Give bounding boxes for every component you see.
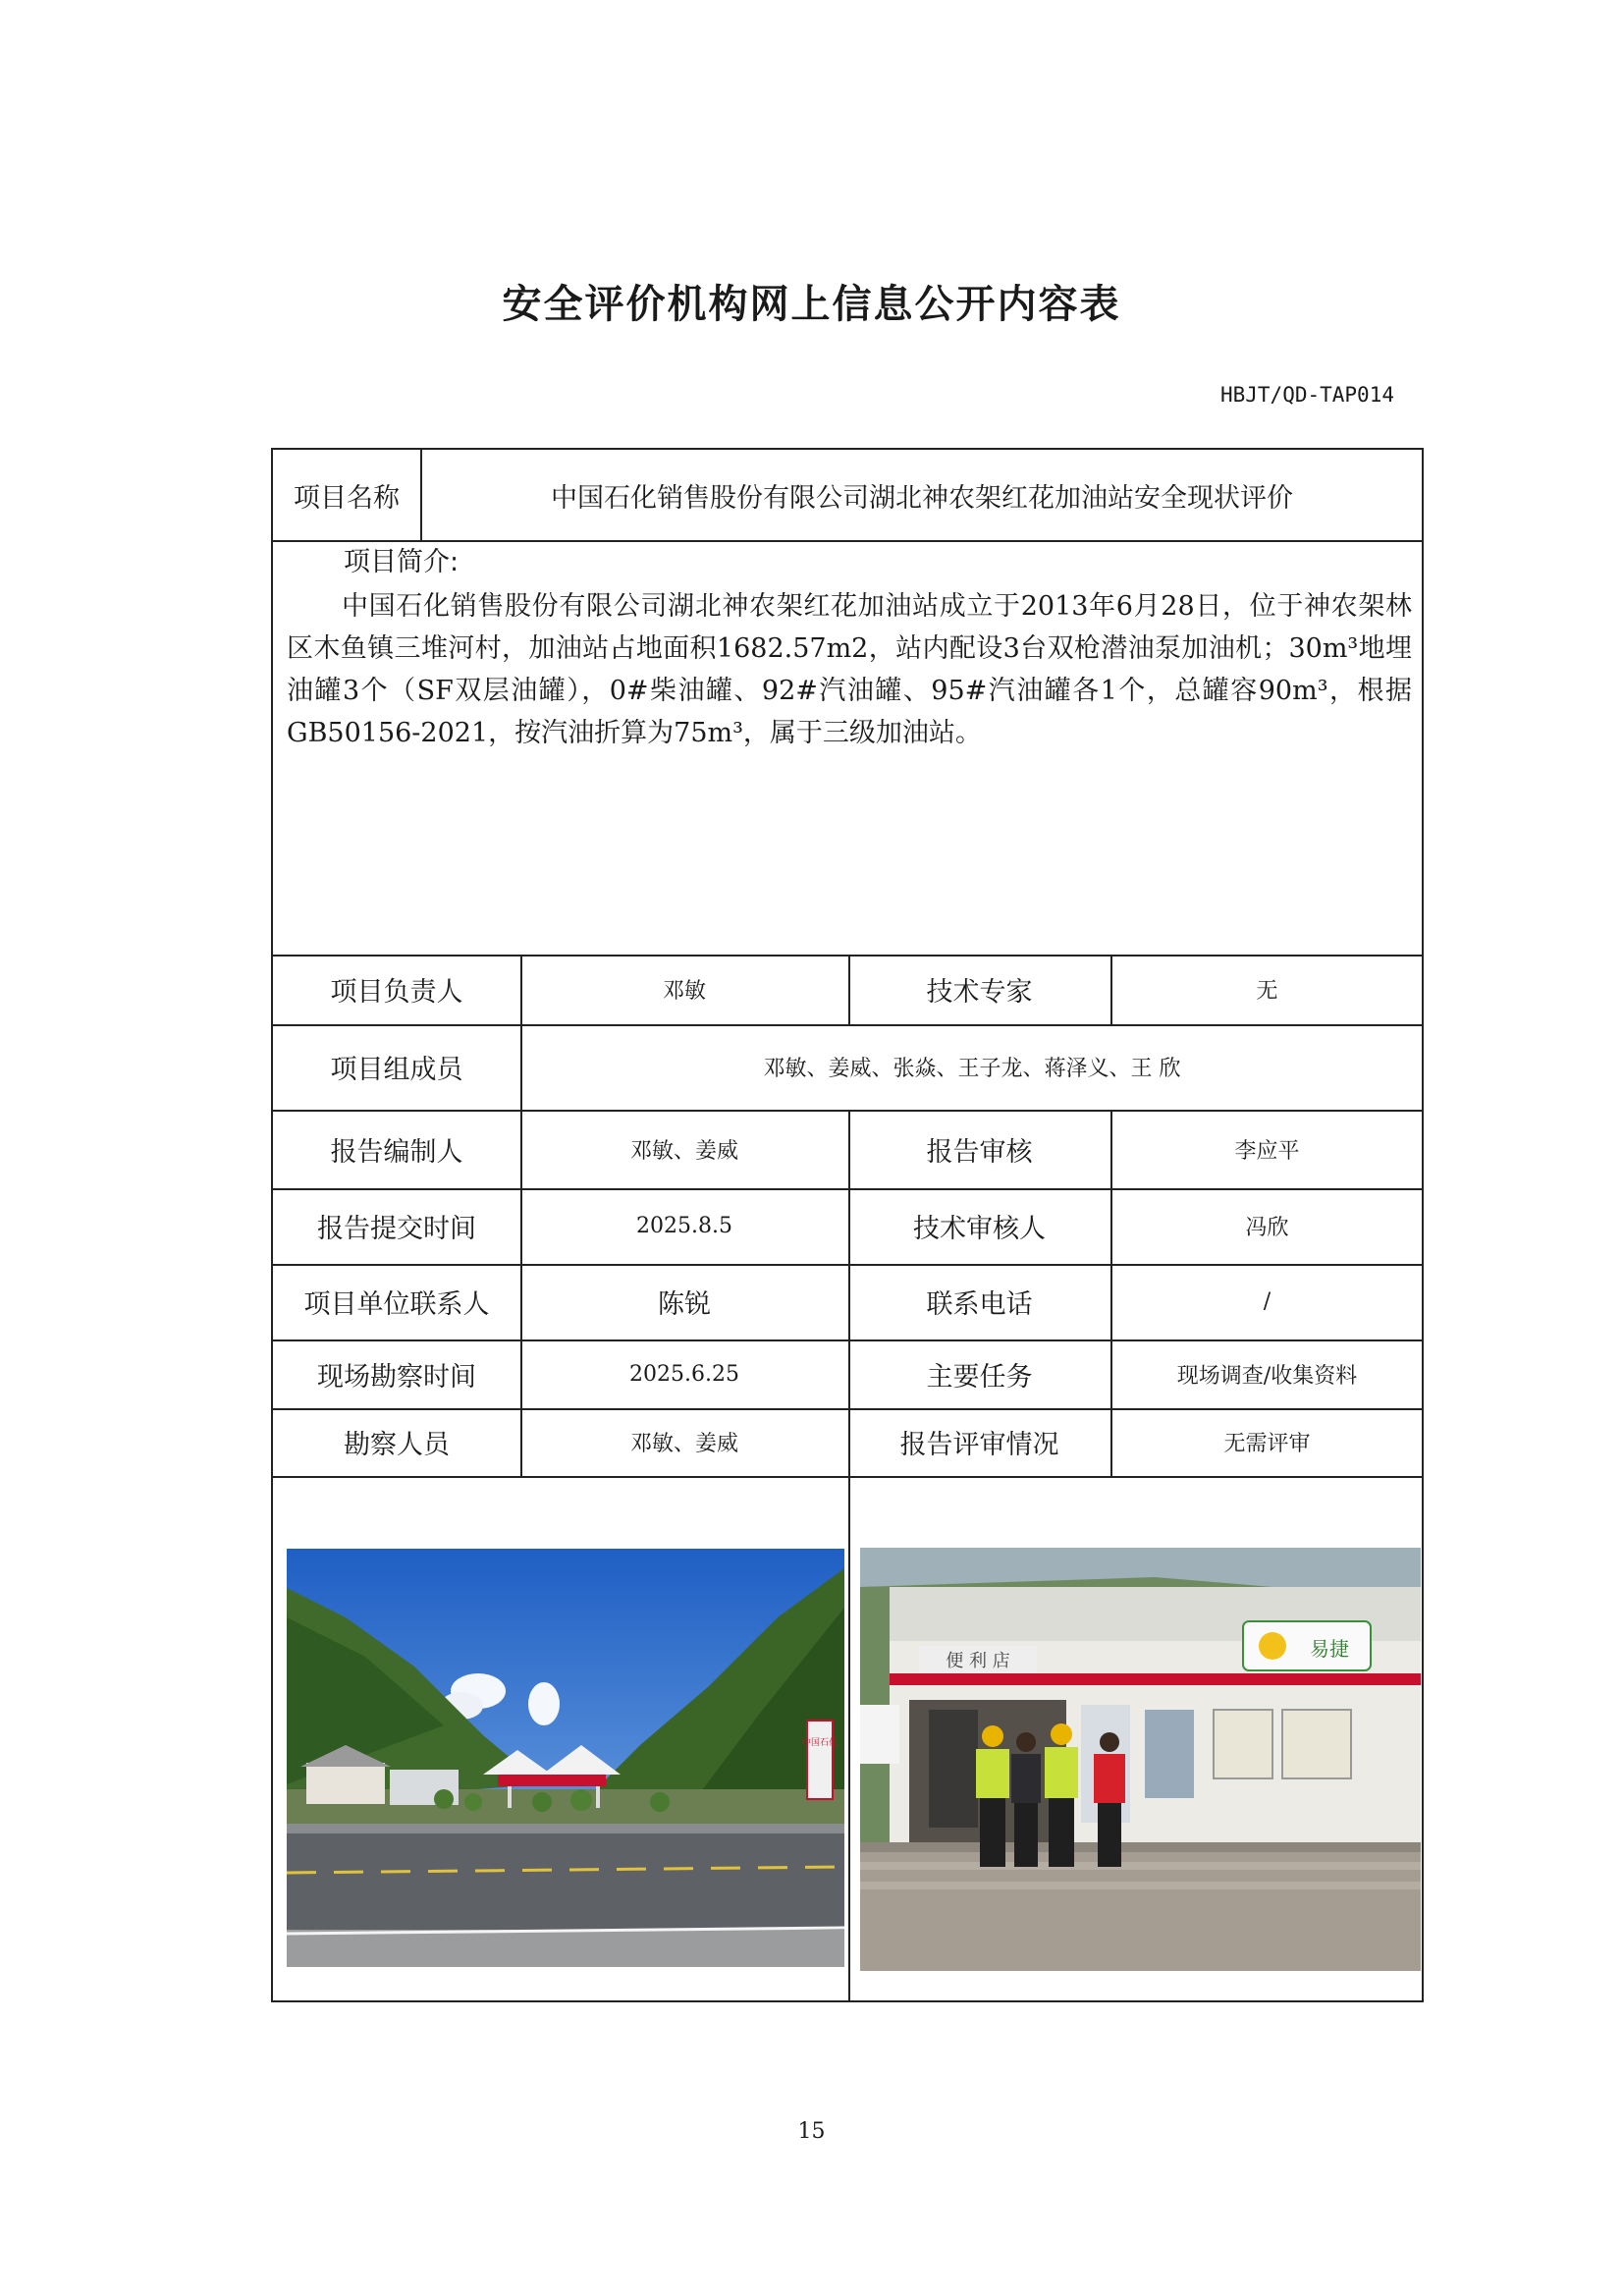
tech-reviewer-value: 冯欣 xyxy=(1245,1216,1289,1240)
project-intro-text: 中国石化销售股份有限公司湖北神农架红花加油站成立于2013年6月28日，位于神农架林区木鱼镇三堆河村，加油站占地面积1682.57m2，站内配设3台双枪潜油泵加油机；30m³地埋油罐3个（SF双层油罐），0#柴油罐、92#汽油罐、95#汽油罐各1个，总罐容90m³，根据GB50156-2021，按汽油折算为75m³，属于三级加油站。 xyxy=(287,591,1412,748)
tech-reviewer-label: 技术审核人 xyxy=(913,1214,1046,1244)
site-photo-station xyxy=(287,1549,844,1967)
main-task-value: 现场调查/收集资料 xyxy=(1176,1363,1358,1389)
project-name-label: 项目名称 xyxy=(294,482,400,514)
report-review-label: 报告审核 xyxy=(926,1136,1033,1168)
col-divider xyxy=(848,1476,850,2002)
contact-phone-value: / xyxy=(1263,1289,1271,1314)
survey-staff-label: 勘察人员 xyxy=(344,1430,450,1460)
project-leader-value: 邓敏 xyxy=(662,979,706,1004)
report-review-value: 李应平 xyxy=(1234,1138,1300,1164)
team-members-label: 项目组成员 xyxy=(330,1055,463,1085)
survey-date-value: 2025.6.25 xyxy=(629,1361,739,1387)
page-title: 安全评价机构网上信息公开内容表 xyxy=(502,282,1121,327)
info-table xyxy=(271,448,1424,2002)
brand-sign-text: 易捷 xyxy=(1310,1637,1349,1661)
report-audit-value: 无需评审 xyxy=(1223,1432,1311,1456)
survey-date-label: 现场勘察时间 xyxy=(317,1361,476,1393)
contact-phone-label: 联系电话 xyxy=(926,1289,1033,1320)
page-number: 15 xyxy=(797,2119,826,2144)
document-number: HBJT/QD-TAP014 xyxy=(1219,383,1394,407)
report-audit-label: 报告评审情况 xyxy=(899,1430,1059,1460)
tech-expert-label: 技术专家 xyxy=(926,977,1033,1008)
contact-person-value: 陈锐 xyxy=(658,1289,711,1320)
contact-person-label: 项目单位联系人 xyxy=(303,1289,490,1320)
team-members-value: 邓敏、姜威、张焱、王子龙、蒋泽义、王 欣 xyxy=(763,1057,1181,1081)
project-leader-label: 项目负责人 xyxy=(330,977,463,1008)
main-task-label: 主要任务 xyxy=(926,1361,1033,1393)
project-name-value: 中国石化销售股份有限公司湖北神农架红花加油站安全现状评价 xyxy=(551,482,1293,514)
report-author-value: 邓敏、姜威 xyxy=(629,1138,738,1164)
submit-date-value: 2025.8.5 xyxy=(636,1214,732,1238)
project-intro-label: 项目简介: xyxy=(344,547,460,577)
row-divider xyxy=(273,1476,1422,1478)
site-photo-team xyxy=(860,1548,1421,1971)
tech-expert-value: 无 xyxy=(1256,979,1278,1004)
sinopec-sign-text: 中国石化 xyxy=(801,1738,839,1748)
store-sign-text: 便 利 店 xyxy=(946,1651,1010,1671)
survey-staff-value: 邓敏、姜威 xyxy=(629,1432,738,1456)
report-author-label: 报告编制人 xyxy=(330,1136,463,1168)
submit-date-label: 报告提交时间 xyxy=(317,1214,476,1244)
